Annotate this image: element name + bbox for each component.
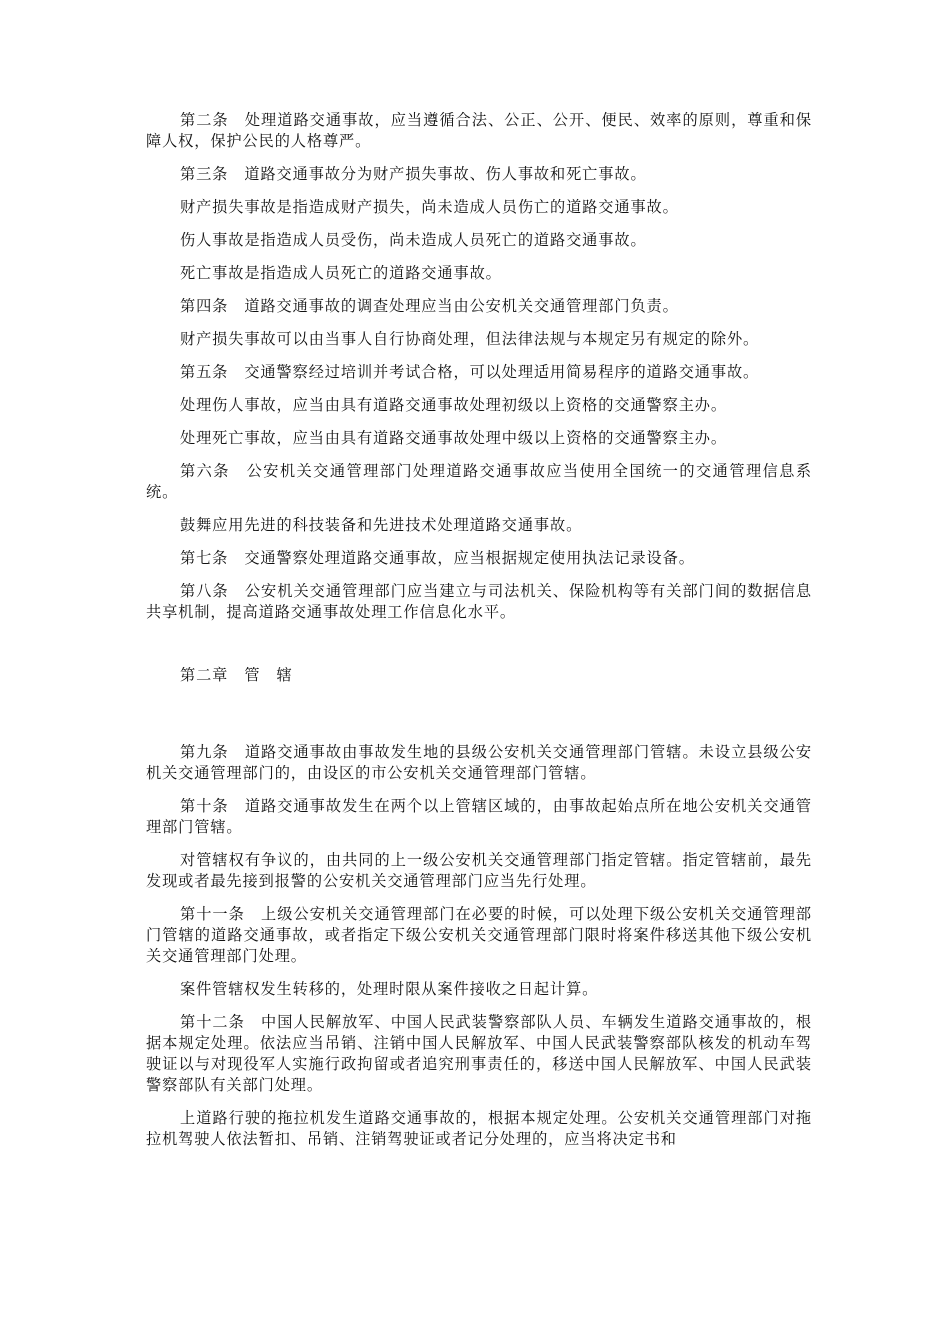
chapter-heading: 第二章 管 辖 xyxy=(180,666,293,684)
article-5-paragraph: 第五条 交通警察经过培训并考试合格，可以处理适用简易程序的道路交通事故。 xyxy=(180,363,760,381)
article-7-paragraph: 第七条 交通警察处理道路交通事故，应当根据规定使用执法记录设备。 xyxy=(180,549,695,567)
document-body xyxy=(146,110,812,1162)
article-2-paragraph: 第二条 处理道路交通事故，应当遵循合法、公正、公开、便民、效率的原则，尊重和保障人权，保护公民的人格尊严。 xyxy=(146,111,812,150)
article-6-paragraph: 第六条 公安机关交通管理部门处理道路交通事故应当使用全国统一的交通管理信息系统。 xyxy=(146,462,812,501)
injury-accident-definition: 伤人事故是指造成人员受伤，尚未造成人员死亡的道路交通事故。 xyxy=(180,231,647,249)
article-5-clause-3: 处理死亡事故，应当由具有道路交通事故处理中级以上资格的交通警察主办。 xyxy=(180,429,727,447)
death-accident-definition: 死亡事故是指造成人员死亡的道路交通事故。 xyxy=(180,264,502,282)
article-3-paragraph: 第三条 道路交通事故分为财产损失事故、伤人事故和死亡事故。 xyxy=(180,165,647,183)
article-12-paragraph: 第十二条 中国人民解放军、中国人民武装警察部队人员、车辆发生道路交通事故的，根据本规定处理。依法应当吊销、注销中国人民解放军、中国人民武装警察部队核发的机动车驾驶证以与对现役军人实施行政拘留或者追究刑事责任的，移送中国人民解放军、中国人民武装警察部队有关部门处理。 xyxy=(146,1013,812,1094)
article-12-clause-2: 上道路行驶的拖拉机发生道路交通事故的，根据本规定处理。公安机关交通管理部门对拖拉机驾驶人依法暂扣、吊销、注销驾驶证或者记分处理的，应当将决定书和 xyxy=(146,1109,812,1148)
article-10-clause-2: 对管辖权有争议的，由共同的上一级公安机关交通管理部门指定管辖。指定管辖前，最先发现或者最先接到报警的公安机关交通管理部门应当先行处理。 xyxy=(146,851,812,890)
article-8-paragraph: 第八条 公安机关交通管理部门应当建立与司法机关、保险机构等有关部门间的数据信息共享机制，提高道路交通事故处理工作信息化水平。 xyxy=(146,582,812,621)
article-4-clause-2: 财产损失事故可以由当事人自行协商处理，但法律法规与本规定另有规定的除外。 xyxy=(180,330,760,348)
article-10-paragraph: 第十条 道路交通事故发生在两个以上管辖区域的，由事故起始点所在地公安机关交通管理部门管辖。 xyxy=(146,797,812,836)
article-9-paragraph: 第九条 道路交通事故由事故发生地的县级公安机关交通管理部门管辖。未设立县级公安机关交通管理部门的，由设区的市公安机关交通管理部门管辖。 xyxy=(146,743,812,782)
article-5-clause-2: 处理伤人事故，应当由具有道路交通事故处理初级以上资格的交通警察主办。 xyxy=(180,396,727,414)
article-11-clause-2: 案件管辖权发生转移的，处理时限从案件接收之日起计算。 xyxy=(180,980,599,998)
property-loss-definition: 财产损失事故是指造成财产损失，尚未造成人员伤亡的道路交通事故。 xyxy=(180,198,679,216)
article-11-paragraph: 第十一条 上级公安机关交通管理部门在必要的时候，可以处理下级公安机关交通管理部门管辖的道路交通事故，或者指定下级公安机关交通管理部门限时将案件移送其他下级公安机关交通管理部门处理。 xyxy=(146,905,812,965)
article-6-clause-2: 鼓舞应用先进的科技装备和先进技术处理道路交通事故。 xyxy=(180,516,583,534)
article-4-paragraph: 第四条 道路交通事故的调查处理应当由公安机关交通管理部门负责。 xyxy=(180,297,679,315)
